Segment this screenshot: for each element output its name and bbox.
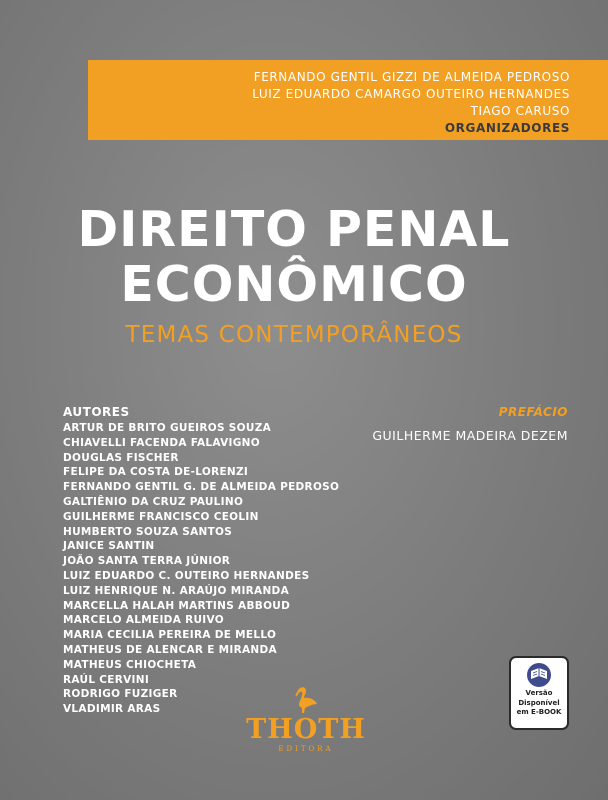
author-name: HUMBERTO SOUZA SANTOS: [63, 525, 233, 538]
author-name: RAÚL CERVINI: [63, 673, 150, 686]
open-book-icon: [519, 662, 559, 688]
author-name: ARTUR DE BRITO GUEIROS SOUZA: [63, 422, 272, 434]
author-name: RODRIGO FUZIGER: [63, 688, 178, 701]
author-name: VLADIMIR ARAS: [63, 703, 161, 716]
publisher-name: THOTH: [246, 714, 366, 745]
ebook-line: em E-BOOK: [516, 708, 562, 716]
author-name: LUIZ HENRIQUE N. ARAÚJO MIRANDA: [63, 584, 289, 597]
book-title-line2: ECONÔMICO: [120, 256, 468, 313]
author-name: CHIAVELLI FACENDA FALAVIGNO: [63, 436, 260, 449]
author-name: MARCELLA HALAH MARTINS ABBOUD: [63, 599, 291, 612]
ebook-line: Versão: [525, 689, 553, 697]
publisher-logo: [241, 685, 371, 755]
author-name: MATHEUS DE ALENCAR E MIRANDA: [63, 643, 277, 656]
ebook-badge: [509, 656, 569, 730]
organizers-banner: [88, 60, 608, 140]
author-name: LUIZ EDUARDO C. OUTEIRO HERNANDES: [63, 569, 310, 582]
organizer-name: FERNANDO GENTIL GIZZI DE ALMEIDA PEDROSO: [253, 70, 570, 84]
author-name: FELIPE DA COSTA DE-LORENZI: [63, 466, 249, 479]
book-subtitle: TEMAS CONTEMPORÂNEOS: [125, 322, 463, 348]
author-name: MATHEUS CHIOCHETA: [63, 658, 197, 671]
organizer-name: TIAGO CARUSO: [470, 104, 570, 118]
author-name: GALTIÊNIO DA CRUZ PAULINO: [63, 495, 244, 508]
publisher-subname: EDITORA: [278, 745, 334, 753]
author-name: MARIA CECILIA PEREIRA DE MELLO: [63, 629, 277, 642]
organizers-label: ORGANIZADORES: [444, 121, 570, 135]
ebook-line: Disponível: [518, 698, 560, 707]
author-name: MARCELO ALMEIDA RUIVO: [63, 614, 224, 627]
book-title-line1: DIREITO PENAL: [77, 201, 511, 258]
author-name: FERNANDO GENTIL G. DE ALMEIDA PEDROSO: [63, 481, 340, 494]
author-name: JOÃO SANTA TERRA JÚNIOR: [63, 555, 231, 568]
author-name: JANICE SANTIN: [63, 540, 155, 553]
author-name: GUILHERME FRANCISCO CEOLIN: [63, 510, 259, 523]
preface-author: GUILHERME MADEIRA DEZEM: [372, 428, 568, 443]
authors-label: AUTORES: [63, 405, 130, 419]
organizer-name: LUIZ EDUARDO CAMARGO OUTEIRO HERNANDES: [252, 87, 570, 101]
ibis-bird-icon: [289, 685, 323, 715]
preface-label: PREFÁCIO: [498, 405, 568, 419]
author-name: DOUGLAS FISCHER: [63, 451, 179, 464]
authors-list: [63, 421, 339, 717]
